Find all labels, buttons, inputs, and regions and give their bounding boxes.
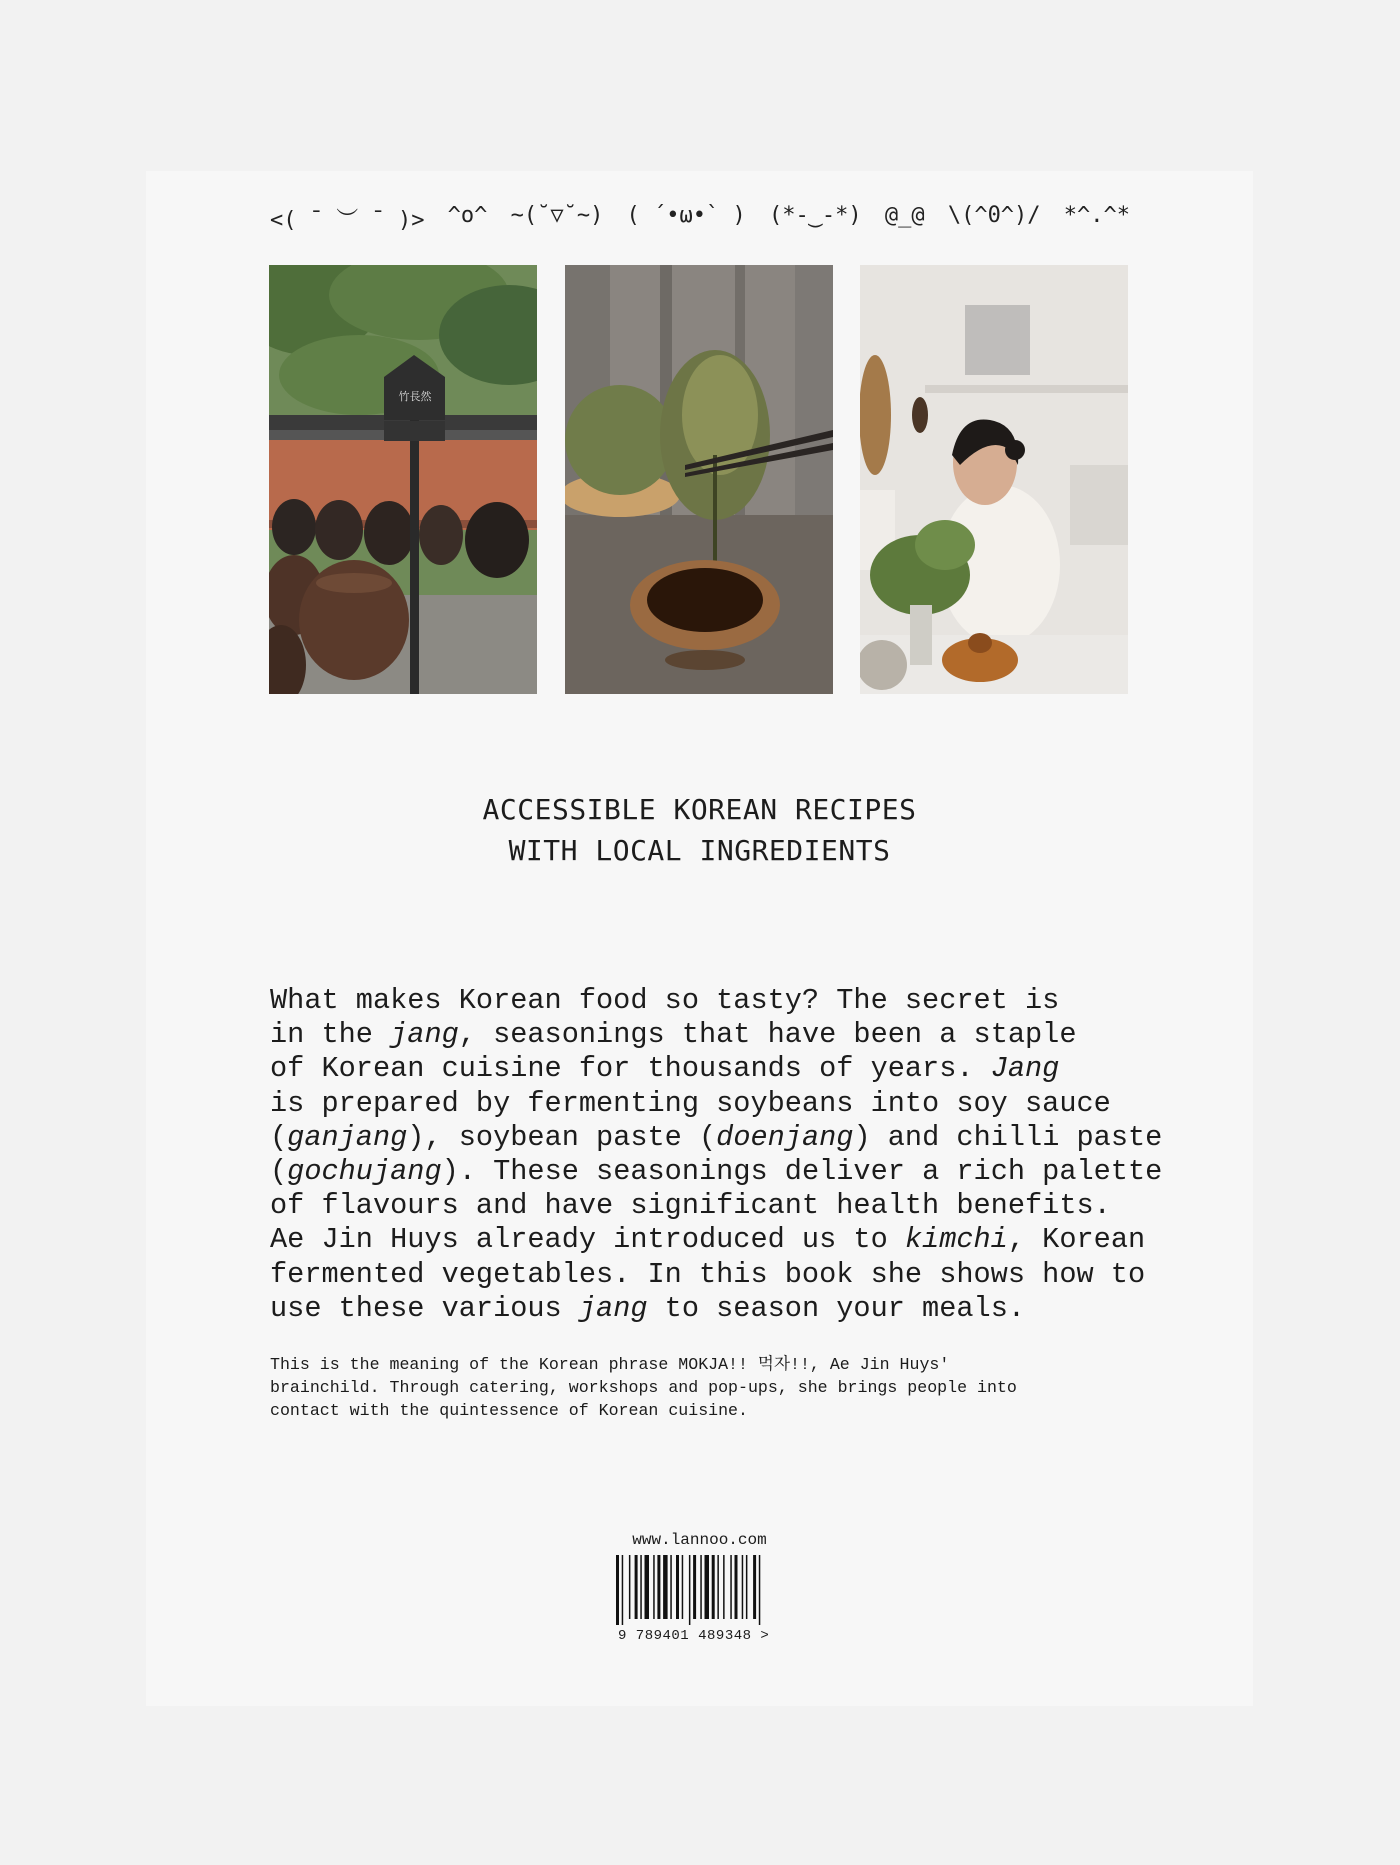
svg-text:竹長然: 竹長然 — [398, 390, 432, 403]
tagline-heading — [146, 789, 1253, 871]
blurb-text: use these various — [270, 1291, 579, 1325]
emoticon: (*-‿-*) — [768, 203, 862, 228]
emoticon: \(^0^)/ — [947, 203, 1041, 228]
blurb-text: of Korean cuisine for thousands of years. — [270, 1052, 991, 1086]
isbn-number: 9 789401 489348 > — [618, 1628, 770, 1644]
blurb-text: ), soybean paste ( — [407, 1120, 717, 1154]
blurb-text: of flavours and have significant health benefits. — [270, 1189, 1111, 1223]
emoticon: <( ¯ ︶ ¯ )> — [270, 208, 425, 233]
blurb-line — [270, 1120, 1163, 1155]
blurb-italic-term: Jang — [990, 1052, 1060, 1086]
blurb-line — [270, 1189, 1150, 1223]
emoticon: @_@ — [884, 203, 925, 228]
emoticon: ^o^ — [447, 203, 488, 228]
book-back-cover — [146, 171, 1253, 1706]
fried-leaf-chopsticks-photo — [565, 265, 833, 694]
blurb-text: ) and chilli paste — [853, 1120, 1163, 1154]
publisher-url[interactable]: www.lannoo.com — [632, 1531, 767, 1549]
isbn-barcode — [614, 1555, 772, 1625]
blurb-line — [270, 1223, 1150, 1257]
blurb-text: is prepared by fermenting soybeans into soy sauce — [270, 1086, 1111, 1120]
blurb-text: ( — [270, 1155, 288, 1189]
emoticon-row — [270, 203, 1130, 234]
author-kitchen-photo — [860, 265, 1128, 694]
blurb-paragraph — [270, 984, 1163, 1326]
blurb-italic-term: jang — [578, 1291, 648, 1325]
note-line: This is the meaning of the Korean phrase MOKJA!! 먹자!!, Ae Jin Huys' — [270, 1355, 950, 1374]
blurb-line — [270, 1292, 1150, 1326]
emoticon: *^.^* — [1063, 203, 1130, 228]
blurb-line — [270, 1052, 1150, 1086]
blurb-italic-term: ganjang — [287, 1120, 408, 1154]
blurb-line — [270, 984, 1150, 1018]
blurb-line — [270, 1087, 1150, 1121]
blurb-text: , seasonings that have been a staple — [458, 1018, 1077, 1052]
blurb-italic-term: kimchi — [904, 1223, 1008, 1257]
blurb-line — [270, 1155, 1163, 1189]
blurb-text: Ae Jin Huys already introduced us to — [270, 1223, 905, 1257]
blurb-text: to season your meals. — [647, 1291, 1026, 1325]
blurb-text: ( — [270, 1120, 288, 1154]
blurb-text: fermented vegetables. In this book she shows how to — [270, 1257, 1146, 1291]
blurb-line — [270, 1018, 1150, 1052]
emoticon: ~(˘▽˘~) — [510, 203, 604, 228]
blurb-italic-term: gochujang — [287, 1155, 442, 1189]
blurb-text: , Korean — [1007, 1223, 1146, 1257]
emoticon: ( ´•ω•` ) — [626, 203, 746, 228]
blurb-italic-term: doenjang — [716, 1120, 854, 1154]
blurb-text: What makes Korean food so tasty? The secret is — [270, 984, 1060, 1017]
author-note — [270, 1353, 1150, 1422]
blurb-italic-term: jang — [390, 1018, 459, 1052]
blurb-line — [270, 1258, 1150, 1292]
note-line: contact with the quintessence of Korean cuisine. — [270, 1401, 748, 1420]
tagline-line: ACCESSIBLE KOREAN RECIPES — [482, 793, 917, 826]
note-line: brainchild. Through catering, workshops and pop-ups, she brings people into — [270, 1378, 1017, 1397]
tagline-line: WITH LOCAL INGREDIENTS — [508, 834, 891, 867]
blurb-text: ). These seasonings deliver a rich palette — [441, 1155, 1163, 1189]
jang-pots-photo — [269, 265, 537, 694]
blurb-text: in the — [270, 1018, 391, 1052]
